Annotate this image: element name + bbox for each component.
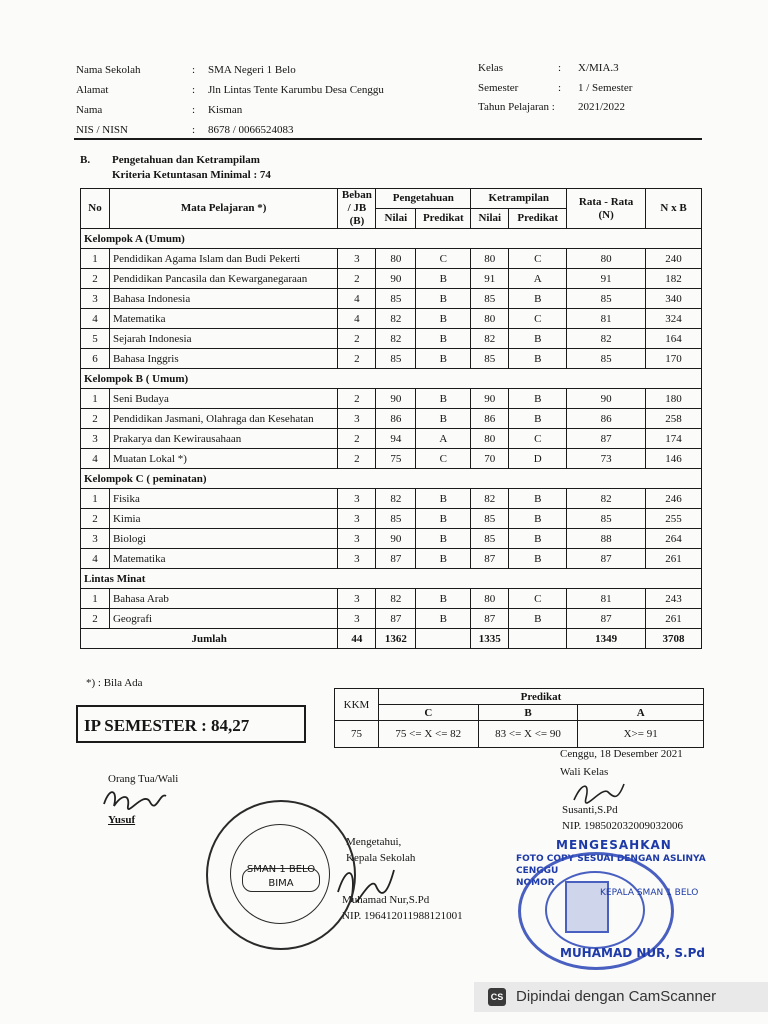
cell-weight: 2 (338, 429, 376, 449)
cell-average: 85 (567, 289, 646, 309)
cell-skills-predicate: B (509, 289, 567, 309)
group-title: Kelompok A (Umum) (81, 229, 702, 249)
cell-knowledge-score: 90 (376, 529, 416, 549)
homeroom-nip: NIP. 198502032009032006 (562, 820, 684, 832)
grades-table (80, 188, 702, 649)
cell-weight: 3 (338, 549, 376, 569)
table-row (81, 549, 702, 569)
table-row (81, 249, 702, 269)
cell-skills-score: 80 (471, 249, 509, 269)
cell-skills-score: 85 (471, 529, 509, 549)
parent-name: Yusuf (108, 814, 136, 826)
cell-skills-predicate: B (509, 489, 567, 509)
stamp-center-2: BIMA (268, 878, 294, 889)
col-knowledge-score: Nilai (376, 209, 416, 229)
nis-value: 8678 / 0066524083 (208, 124, 294, 136)
col-no: No (81, 189, 110, 229)
ip-semester: IP SEMESTER : 84,27 (76, 705, 306, 743)
cell-skills-predicate: B (509, 549, 567, 569)
address-label: Alamat (76, 84, 109, 96)
school-label: Nama Sekolah (76, 64, 141, 76)
cell-knowledge-predicate: B (416, 509, 471, 529)
table-row (81, 389, 702, 409)
table-row (81, 269, 702, 289)
col-knowledge: Pengetahuan (376, 189, 471, 209)
cell-nxb: 340 (646, 289, 702, 309)
cell-knowledge-predicate: B (416, 309, 471, 329)
cell-knowledge-predicate: B (416, 289, 471, 309)
cell-skills-score: 70 (471, 449, 509, 469)
parent-signature (100, 784, 170, 814)
cell-weight: 3 (338, 609, 376, 629)
cell-average: 91 (567, 269, 646, 289)
table-row (81, 329, 702, 349)
cell-skills-predicate: D (509, 449, 567, 469)
cell-skills-predicate: C (509, 429, 567, 449)
cell-average: 82 (567, 329, 646, 349)
principal-line1: Mengetahui, (346, 836, 402, 848)
cell-knowledge-score: 80 (376, 249, 416, 269)
cell-skills-predicate: B (509, 509, 567, 529)
cell-subject: Biologi (109, 529, 337, 549)
cell-knowledge-score: 86 (376, 409, 416, 429)
cell-average: 85 (567, 349, 646, 369)
c-range: 75 <= X <= 82 (378, 721, 478, 748)
cell-weight: 2 (338, 389, 376, 409)
legal-line3: NOMOR (516, 878, 555, 888)
cell-weight: 3 (338, 529, 376, 549)
total-row (81, 629, 702, 649)
class-value: X/MIA.3 (578, 62, 619, 74)
table-row (81, 409, 702, 429)
cell-average: 85 (567, 509, 646, 529)
cell-no: 1 (81, 589, 110, 609)
kkm-predicate-table (334, 688, 704, 748)
total-skills: 1335 (471, 629, 509, 649)
cell-subject: Sejarah Indonesia (109, 329, 337, 349)
cell-no: 3 (81, 529, 110, 549)
cell-average: 80 (567, 249, 646, 269)
cell-weight: 4 (338, 289, 376, 309)
cell-skills-predicate: A (509, 269, 567, 289)
cell-nxb: 146 (646, 449, 702, 469)
parent-title: Orang Tua/Wali (108, 773, 179, 785)
cell-weight: 2 (338, 329, 376, 349)
cell-no: 2 (81, 269, 110, 289)
total-average: 1349 (567, 629, 646, 649)
cell-knowledge-score: 82 (376, 309, 416, 329)
cell-knowledge-score: 87 (376, 609, 416, 629)
col-nxb: N x B (646, 189, 702, 229)
cell-knowledge-score: 82 (376, 489, 416, 509)
cell-skills-score: 82 (471, 489, 509, 509)
predicate-a-header: A (578, 705, 704, 721)
cell-skills-score: 82 (471, 329, 509, 349)
homeroom-title: Wali Kelas (560, 766, 609, 778)
cell-knowledge-score: 87 (376, 549, 416, 569)
cell-knowledge-predicate: B (416, 489, 471, 509)
legal-line2: CENGGU (516, 866, 559, 876)
cell-subject: Fisika (109, 489, 337, 509)
camscanner-logo-icon: CS (488, 988, 506, 1006)
cell-subject: Muatan Lokal *) (109, 449, 337, 469)
cell-average: 82 (567, 489, 646, 509)
cell-nxb: 243 (646, 589, 702, 609)
cell-average: 90 (567, 389, 646, 409)
cell-no: 2 (81, 409, 110, 429)
table-row (81, 289, 702, 309)
cell-subject: Geografi (109, 609, 337, 629)
name-label: Nama (76, 104, 103, 116)
cell-skills-score: 87 (471, 609, 509, 629)
cell-no: 2 (81, 609, 110, 629)
colon: : (192, 124, 196, 136)
cell-weight: 4 (338, 309, 376, 329)
cell-skills-score: 85 (471, 289, 509, 309)
kkm-value: 75 (335, 721, 379, 748)
cell-skills-predicate: C (509, 309, 567, 329)
total-label: Jumlah (81, 629, 338, 649)
cell-subject: Matematika (109, 309, 337, 329)
cell-skills-score: 85 (471, 509, 509, 529)
predicate-c-header: C (378, 705, 478, 721)
cell-knowledge-predicate: B (416, 549, 471, 569)
table-row (81, 489, 702, 509)
cell-nxb: 264 (646, 529, 702, 549)
cell-skills-predicate: B (509, 609, 567, 629)
section-title: Pengetahuan dan Ketrampilam (112, 154, 260, 166)
cell-nxb: 174 (646, 429, 702, 449)
colon: : (558, 62, 562, 74)
section-letter: B. (80, 154, 91, 166)
cell-skills-score: 85 (471, 349, 509, 369)
cell-knowledge-score: 75 (376, 449, 416, 469)
legal-line4: KEPALA SMAN 1 BELO (600, 888, 699, 898)
cell-skills-predicate: B (509, 529, 567, 549)
place-date: Cenggu, 18 Desember 2021 (560, 748, 683, 760)
cell-knowledge-score: 90 (376, 269, 416, 289)
colon: : (192, 104, 196, 116)
cell-nxb: 246 (646, 489, 702, 509)
cell-knowledge-predicate: C (416, 449, 471, 469)
footnote: *) : Bila Ada (86, 677, 143, 689)
cell-knowledge-predicate: A (416, 429, 471, 449)
cell-no: 1 (81, 489, 110, 509)
col-knowledge-predicate: Predikat (416, 209, 471, 229)
colon: : (192, 64, 196, 76)
legal-name: MUHAMAD NUR, S.Pd (560, 946, 705, 960)
col-skills: Ketrampilan (471, 189, 567, 209)
cell-skills-predicate: C (509, 589, 567, 609)
cell-nxb: 261 (646, 549, 702, 569)
cell-average: 87 (567, 609, 646, 629)
cell-knowledge-score: 82 (376, 589, 416, 609)
cell-knowledge-score: 90 (376, 389, 416, 409)
cell-knowledge-predicate: B (416, 589, 471, 609)
cell-knowledge-predicate: C (416, 249, 471, 269)
legal-line1: FOTO COPY SESUAI DENGAN ASLINYA (516, 854, 706, 864)
cell-skills-score: 87 (471, 549, 509, 569)
cell-no: 4 (81, 449, 110, 469)
cell-weight: 2 (338, 449, 376, 469)
cell-nxb: 240 (646, 249, 702, 269)
nis-label: NIS / NISN (76, 124, 128, 136)
cell-skills-predicate: B (509, 349, 567, 369)
homeroom-name: Susanti,S.Pd (562, 804, 618, 816)
cell-subject: Seni Budaya (109, 389, 337, 409)
cell-weight: 3 (338, 489, 376, 509)
cell-no: 1 (81, 249, 110, 269)
cell-nxb: 324 (646, 309, 702, 329)
cell-knowledge-score: 85 (376, 509, 416, 529)
colon: : (192, 84, 196, 96)
principal-name: Muhamad Nur,S.Pd (342, 894, 430, 906)
cell-subject: Bahasa Inggris (109, 349, 337, 369)
cell-knowledge-score: 85 (376, 289, 416, 309)
cell-knowledge-predicate: B (416, 529, 471, 549)
group-title: Lintas Minat (81, 569, 702, 589)
cell-nxb: 180 (646, 389, 702, 409)
cell-knowledge-predicate: B (416, 269, 471, 289)
cell-knowledge-score: 85 (376, 349, 416, 369)
cell-no: 5 (81, 329, 110, 349)
a-range: X>= 91 (578, 721, 704, 748)
colon: : (558, 82, 562, 94)
cell-nxb: 164 (646, 329, 702, 349)
semester-value: 1 / Semester (578, 82, 633, 94)
principal-nip: NIP. 196412011988121001 (342, 910, 463, 922)
table-row (81, 349, 702, 369)
cell-average: 86 (567, 409, 646, 429)
cell-skills-score: 80 (471, 589, 509, 609)
stamp-center-1: SMAN 1 BELO (246, 864, 316, 875)
cell-knowledge-predicate: B (416, 329, 471, 349)
cell-no: 6 (81, 349, 110, 369)
cell-weight: 2 (338, 349, 376, 369)
cell-subject: Bahasa Arab (109, 589, 337, 609)
cell-no: 2 (81, 509, 110, 529)
col-average: Rata - Rata (N) (567, 189, 646, 229)
cell-skills-score: 80 (471, 309, 509, 329)
semester-label: Semester (478, 82, 519, 94)
cell-nxb: 258 (646, 409, 702, 429)
cell-skills-score: 91 (471, 269, 509, 289)
table-row (81, 609, 702, 629)
cell-weight: 3 (338, 409, 376, 429)
cell-skills-predicate: C (509, 249, 567, 269)
total-weight: 44 (338, 629, 376, 649)
cell-weight: 3 (338, 589, 376, 609)
cell-knowledge-predicate: B (416, 389, 471, 409)
cell-knowledge-score: 94 (376, 429, 416, 449)
cell-nxb: 170 (646, 349, 702, 369)
school-stamp (206, 800, 356, 950)
principal-line2: Kepala Sekolah (346, 852, 416, 864)
cell-weight: 3 (338, 249, 376, 269)
predicate-b-header: B (478, 705, 578, 721)
cell-nxb: 255 (646, 509, 702, 529)
predikat-header: Predikat (378, 689, 703, 705)
cell-skills-predicate: B (509, 409, 567, 429)
group-title: Kelompok C ( peminatan) (81, 469, 702, 489)
cell-knowledge-predicate: B (416, 349, 471, 369)
class-label: Kelas (478, 62, 504, 74)
cell-no: 3 (81, 289, 110, 309)
cell-skills-score: 80 (471, 429, 509, 449)
cell-knowledge-score: 82 (376, 329, 416, 349)
address-value: Jln Lintas Tente Karumbu Desa Cenggu (208, 84, 384, 96)
cell-subject: Pendidikan Agama Islam dan Budi Pekerti (109, 249, 337, 269)
cell-nxb: 182 (646, 269, 702, 289)
cell-weight: 2 (338, 269, 376, 289)
camscanner-watermark (474, 982, 768, 1012)
col-skills-predicate: Predikat (509, 209, 567, 229)
group-title: Kelompok B ( Umum) (81, 369, 702, 389)
cell-average: 88 (567, 529, 646, 549)
cell-no: 4 (81, 309, 110, 329)
year-label: Tahun Pelajaran : (478, 101, 555, 113)
cell-skills-predicate: B (509, 389, 567, 409)
total-knowledge: 1362 (376, 629, 416, 649)
col-subject: Mata Pelajaran *) (109, 189, 337, 229)
cell-subject: Prakarya dan Kewirausahaan (109, 429, 337, 449)
kkm-header: KKM (335, 689, 379, 721)
cell-subject: Pendidikan Pancasila dan Kewarganegaraan (109, 269, 337, 289)
cell-skills-score: 86 (471, 409, 509, 429)
table-row (81, 509, 702, 529)
cell-average: 87 (567, 429, 646, 449)
cell-nxb: 261 (646, 609, 702, 629)
table-row (81, 449, 702, 469)
cell-knowledge-predicate: B (416, 609, 471, 629)
col-weight: Beban / JB (B) (338, 189, 376, 229)
cell-subject: Kimia (109, 509, 337, 529)
cell-subject: Bahasa Indonesia (109, 289, 337, 309)
table-row (81, 529, 702, 549)
b-range: 83 <= X <= 90 (478, 721, 578, 748)
cell-average: 81 (567, 309, 646, 329)
cell-skills-score: 90 (471, 389, 509, 409)
year-value: 2021/2022 (578, 101, 626, 113)
cell-weight: 3 (338, 509, 376, 529)
cell-average: 73 (567, 449, 646, 469)
name-value: Kisman (208, 104, 243, 116)
table-row (81, 429, 702, 449)
camscanner-text: Dipindai dengan CamScanner (516, 988, 717, 1005)
school-value: SMA Negeri 1 Belo (208, 64, 296, 76)
cell-knowledge-predicate: B (416, 409, 471, 429)
kkm-line: Kriteria Ketuntasan Minimal : 74 (112, 169, 271, 181)
cell-average: 81 (567, 589, 646, 609)
cell-subject: Pendidikan Jasmani, Olahraga dan Kesehatan (109, 409, 337, 429)
col-skills-score: Nilai (471, 209, 509, 229)
cell-no: 4 (81, 549, 110, 569)
cell-subject: Matematika (109, 549, 337, 569)
table-row (81, 309, 702, 329)
table-row (81, 589, 702, 609)
legal-title: MENGESAHKAN (556, 838, 672, 852)
header-divider (74, 138, 702, 140)
cell-average: 87 (567, 549, 646, 569)
cell-no: 3 (81, 429, 110, 449)
cell-skills-predicate: B (509, 329, 567, 349)
total-nxb: 3708 (646, 629, 702, 649)
cell-no: 1 (81, 389, 110, 409)
